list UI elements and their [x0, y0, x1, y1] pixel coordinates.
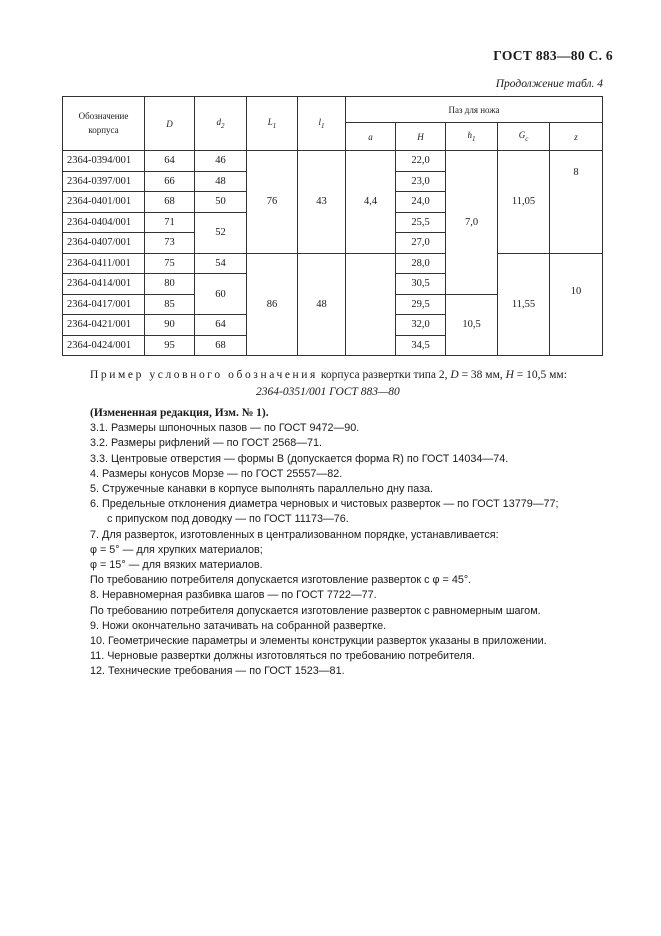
cell-D: 73 [145, 233, 195, 254]
cell-Gc: 11,05 [498, 151, 550, 254]
cell-D: 80 [145, 274, 195, 295]
cell-H: 32,0 [396, 315, 446, 336]
cell-H: 30,5 [396, 274, 446, 295]
amendment-note: (Измененная редакция, Изм. № 1). [90, 407, 269, 419]
note-line: По требованию потребителя допускается изготовление разверток с φ = 45°. [90, 574, 472, 587]
cell-code: 2364-0417/001 [63, 294, 145, 315]
note-line: 10. Геометрические параметры и элементы конструкции разверток указаны в приложении. [90, 635, 547, 648]
cell-d2: 46 [195, 151, 247, 172]
designation-example: Пример условного обозначения корпуса развертки типа 2, D = 38 мм, H = 10,5 мм: [90, 369, 567, 381]
cell-z: 10 [550, 253, 603, 356]
note-line: 3.1. Размеры шпоночных пазов — по ГОСТ 9472—90. [90, 422, 360, 435]
header-designation: Обозначение корпуса [63, 97, 145, 151]
cell-H: 23,0 [396, 171, 446, 192]
cell-a-blank [346, 253, 396, 356]
cell-d2: 48 [195, 171, 247, 192]
cell-L1: 86 [247, 253, 298, 356]
cell-d2: 64 [195, 315, 247, 336]
table-row [63, 151, 603, 172]
cell-D: 85 [145, 294, 195, 315]
note-line: φ = 5° — для хрупких материалов; [90, 543, 263, 556]
cell-l1: 48 [298, 253, 346, 356]
cell-Gc: 11,55 [498, 253, 550, 356]
cell-D: 90 [145, 315, 195, 336]
note-line: с припуском под доводку — по ГОСТ 11173—76. [107, 513, 349, 526]
cell-D: 71 [145, 212, 195, 233]
cell-l1: 43 [298, 151, 346, 254]
header-D: D [145, 97, 195, 151]
example-lead: Пример условного обозначения [90, 369, 318, 381]
cell-H: 29,5 [396, 294, 446, 315]
cell-h1: 7,0 [446, 151, 498, 295]
cell-code: 2364-0404/001 [63, 212, 145, 233]
cell-D: 75 [145, 253, 195, 274]
note-line: 7. Для разверток, изготовленных в централизованном порядке, устанавливается: [90, 528, 499, 541]
cell-d2: 68 [195, 335, 247, 356]
note-line: По требованию потребителя допускается изготовление разверток с равномерным шагом. [90, 604, 541, 617]
note-line: 4. Размеры конусов Морзе — по ГОСТ 25557—82. [90, 467, 343, 480]
cell-code: 2364-0414/001 [63, 274, 145, 295]
cell-d2: 50 [195, 192, 247, 213]
note-line: 9. Ножи окончательно затачивать на собранной развертке. [90, 619, 387, 632]
header-a: a [346, 123, 396, 151]
notes-block [90, 406, 630, 680]
header-H: H [396, 123, 446, 151]
cell-L1: 76 [247, 151, 298, 254]
cell-code: 2364-0411/001 [63, 253, 145, 274]
dimensions-table [62, 96, 603, 356]
example-code: 2364-0351/001 ГОСТ 883—80 [256, 386, 400, 398]
cell-D: 95 [145, 335, 195, 356]
cell-d2: 60 [195, 274, 247, 315]
table-continuation-label: Продолжение табл. 4 [495, 78, 603, 90]
note-line: 12. Технические требования — по ГОСТ 1523—81. [90, 665, 345, 678]
cell-z: 8 [550, 151, 603, 254]
cell-code: 2364-0397/001 [63, 171, 145, 192]
cell-code: 2364-0407/001 [63, 233, 145, 254]
note-line: 3.2. Размеры рифлений — по ГОСТ 2568—71. [90, 437, 323, 450]
header-l1: $l_1$ [298, 97, 346, 151]
cell-H: 24,0 [396, 192, 446, 213]
cell-D: 64 [145, 151, 195, 172]
cell-h1: 10,5 [446, 294, 498, 356]
note-line: 8. Неравномерная разбивка шагов — по ГОСТ 7722—77. [90, 589, 377, 602]
note-line: φ = 15° — для вязких материалов. [90, 559, 263, 572]
cell-code: 2364-0421/001 [63, 315, 145, 336]
cell-D: 68 [145, 192, 195, 213]
header-knife-slot: Паз для ножа [346, 97, 603, 123]
table-row [63, 253, 603, 274]
cell-code: 2364-0394/001 [63, 151, 145, 172]
note-line: 5. Стружечные канавки в корпусе выполнять параллельно дну паза. [90, 483, 434, 496]
cell-d2: 52 [195, 212, 247, 253]
header-z: z [550, 123, 603, 151]
page-header: ГОСТ 883—80 С. 6 [493, 48, 613, 63]
note-line: 6. Предельные отклонения диаметра черновых и чистовых разверток — по ГОСТ 13779—77; [90, 498, 559, 511]
cell-H: 28,0 [396, 253, 446, 274]
note-line: 11. Черновые развертки должны изготовляться по требованию потребителя. [90, 650, 475, 663]
cell-H: 22,0 [396, 151, 446, 172]
header-h1: $h_1$ [446, 123, 498, 151]
header-d2: $d_2$ [195, 97, 247, 151]
header-Gc: $G_c$ [498, 123, 550, 151]
cell-a: 4,4 [346, 151, 396, 254]
cell-H: 25,5 [396, 212, 446, 233]
cell-H: 34,5 [396, 335, 446, 356]
cell-d2: 54 [195, 253, 247, 274]
cell-code: 2364-0424/001 [63, 335, 145, 356]
cell-H: 27,0 [396, 233, 446, 254]
cell-code: 2364-0401/001 [63, 192, 145, 213]
note-line: 3.3. Центровые отверстия — формы В (допускается форма R) по ГОСТ 14034—74. [90, 452, 509, 465]
cell-D: 66 [145, 171, 195, 192]
header-L1: $L_1$ [247, 97, 298, 151]
